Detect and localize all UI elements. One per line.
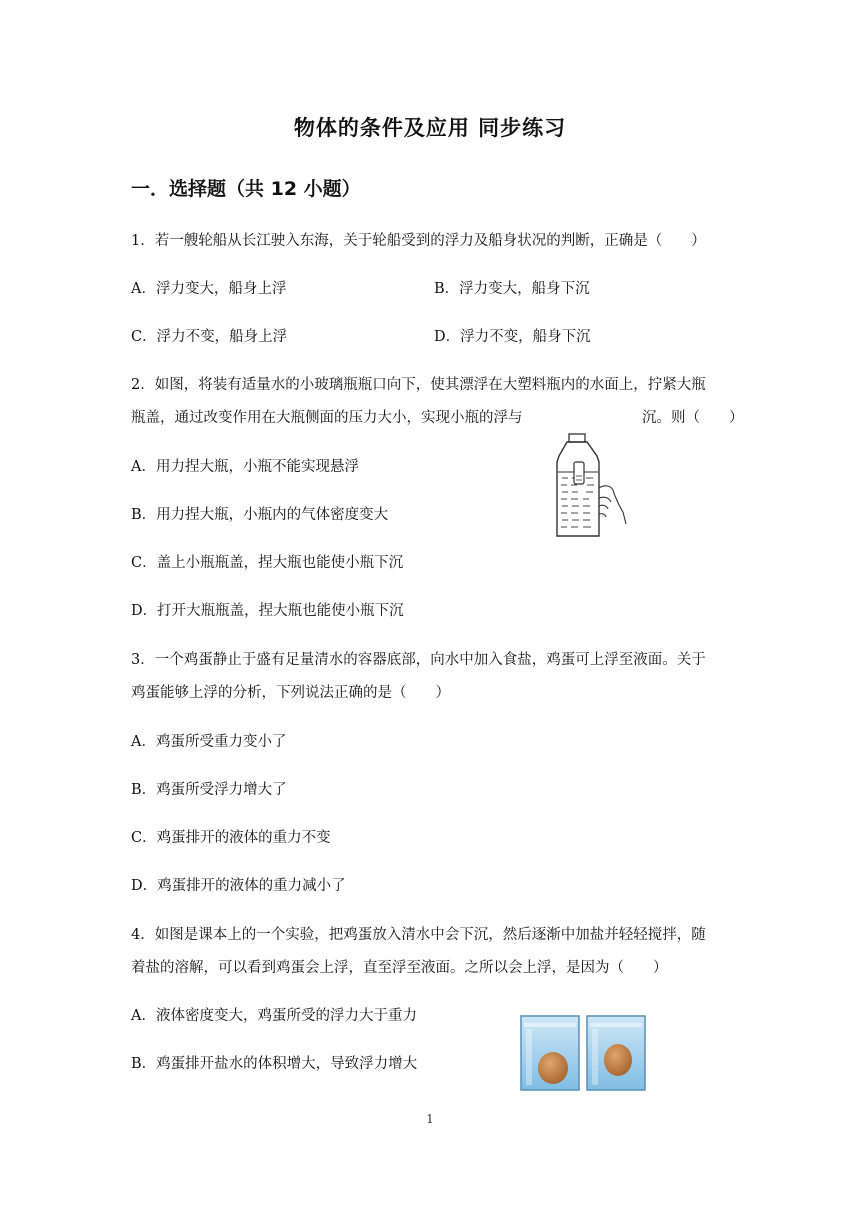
question-1-option-c: C．浮力不变，船身上浮: [131, 329, 288, 345]
question-2-option-d: D．打开大瓶瓶盖，捏大瓶也能使小瓶下沉: [131, 603, 404, 619]
question-2-stem-line-3: 沉。则（ ）: [642, 410, 744, 426]
question-2-option-a: A．用力捏大瓶，小瓶不能实现悬浮: [131, 459, 359, 475]
question-2-option-c: C．盖上小瓶瓶盖，捏大瓶也能使小瓶下沉: [131, 555, 404, 571]
question-3-option-c: C．鸡蛋排开的液体的重力不变: [131, 830, 331, 846]
question-2-stem-line-2: 瓶盖，通过改变作用在大瓶侧面的压力大小，实现小瓶的浮与: [131, 410, 523, 426]
question-3-stem-line-1: 3．一个鸡蛋静止于盛有足量清水的容器底部，向水中加入食盐，鸡蛋可上浮至液面。关于: [131, 652, 706, 668]
beaker-right: [587, 1016, 645, 1090]
egg-beakers-figure: [520, 1015, 646, 1091]
question-4-option-b: B．鸡蛋排开盐水的体积增大，导致浮力增大: [131, 1056, 418, 1072]
question-3-option-d: D．鸡蛋排开的液体的重力减小了: [131, 878, 346, 894]
page-number: 1: [426, 1112, 434, 1126]
question-2-option-b: B．用力捏大瓶，小瓶内的气体密度变大: [131, 507, 389, 523]
question-2-stem-line-1: 2．如图，将装有适量水的小玻璃瓶瓶口向下，使其漂浮在大塑料瓶内的水面上，拧紧大瓶: [131, 377, 706, 393]
question-4-stem-line-1: 4．如图是课本上的一个实验，把鸡蛋放入清水中会下沉，然后逐渐中加盐并轻轻搅拌，随: [131, 927, 706, 943]
question-1-stem: 1．若一艘轮船从长江驶入东海，关于轮船受到的浮力及船身状况的判断，正确是（ ）: [131, 233, 706, 249]
question-1-option-a: A．浮力变大，船身上浮: [131, 281, 287, 297]
bottle-figure: [553, 432, 629, 538]
question-4-option-a: A．液体密度变大，鸡蛋所受的浮力大于重力: [131, 1008, 417, 1024]
page-title: 物体的条件及应用 同步练习: [293, 116, 567, 140]
question-3-option-a: A．鸡蛋所受重力变小了: [131, 734, 287, 750]
section-heading: 一．选择题（共 12 小题）: [131, 178, 361, 200]
question-1-option-d: D．浮力不变，船身下沉: [434, 329, 591, 345]
question-4-stem-line-2: 着盐的溶解，可以看到鸡蛋会上浮，直至浮至液面。之所以会上浮，是因为（ ）: [131, 960, 668, 976]
question-3-option-b: B．鸡蛋所受浮力增大了: [131, 782, 287, 798]
question-3-stem-line-2: 鸡蛋能够上浮的分析，下列说法正确的是（ ）: [131, 685, 450, 701]
question-1-option-b: B．浮力变大，船身下沉: [434, 281, 590, 297]
beaker-left: [521, 1016, 579, 1090]
